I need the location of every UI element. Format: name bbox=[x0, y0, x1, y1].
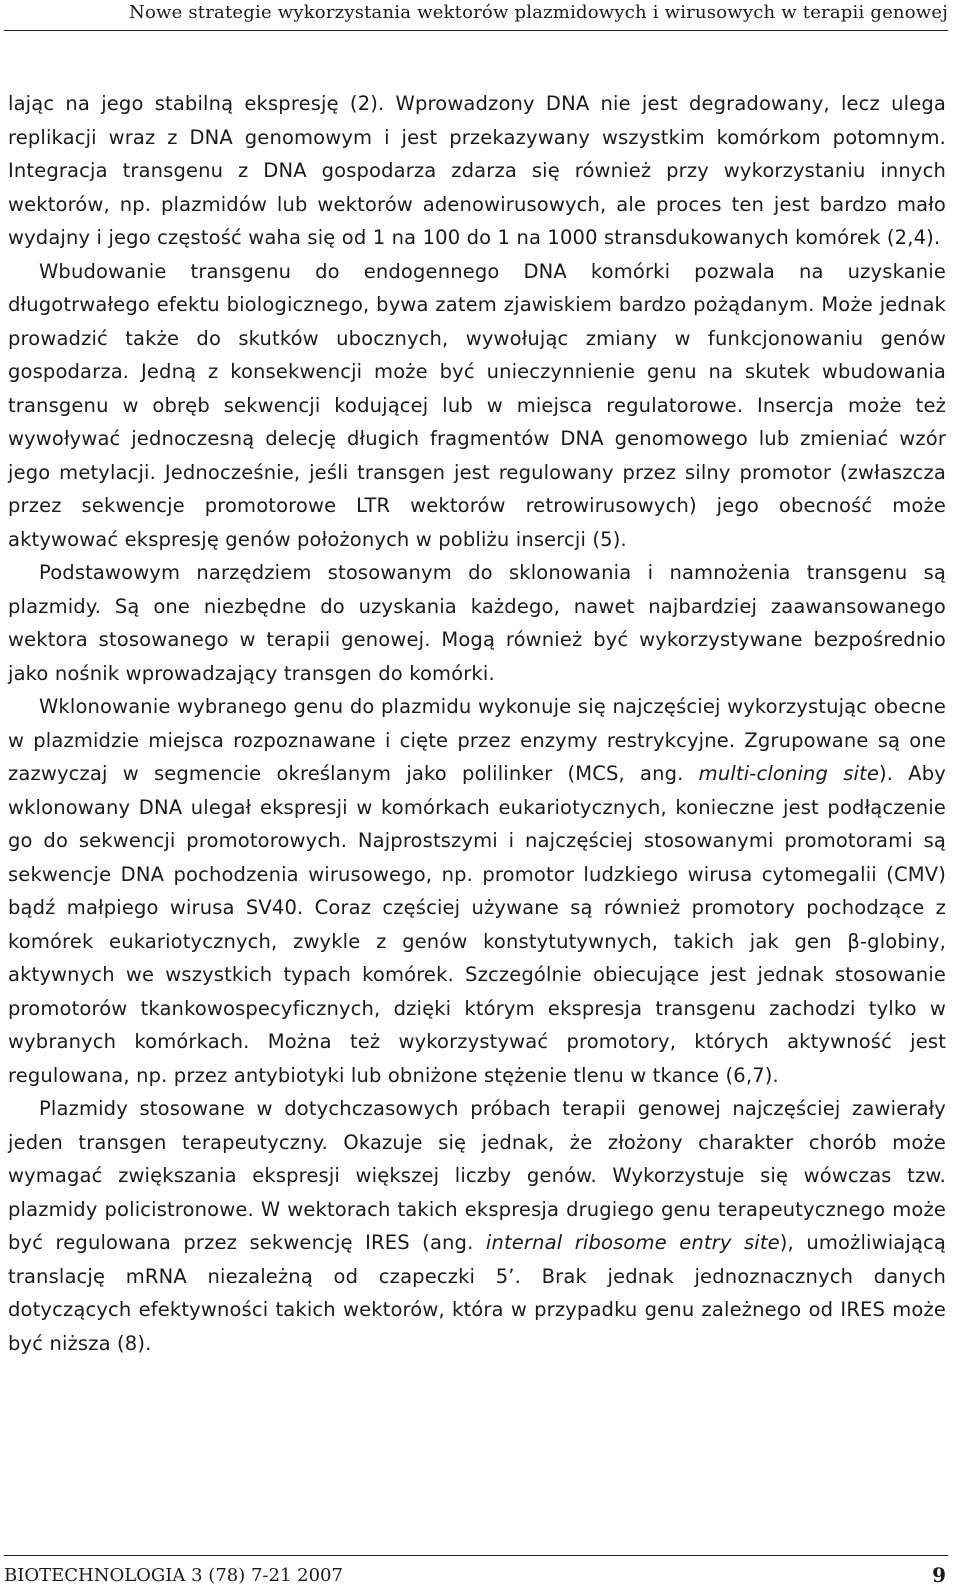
paragraph-4-text-b: ). Aby wklonowany DNA ulegał ekspresji w komórkach eukariotycznych, konieczne jest podłączenie go do sekwencji promotorowych. Najprostszymi i najczęściej stosowanymi promotorami są sekwencje DNA pochodzenia wirusowego, np. promotor ludzkiego wirusa cytomegalii (CMV) bądź małpiego wirusa SV40. Coraz częściej używane są również promotory pochodzące z komórek eukariotycznych, zwykle z genów konstytutywnych, takich jak gen β-globiny, aktywnych we wszystkich typach komórek. Szczególnie obiecujące jest jednak stosowanie promotorów tkankowospecyficznych, dzięki którym ekspresja transgenu zachodzi tylko w wybranych komórkach. Można też wykorzystywać promotory, których aktywność jest regulowana, np. przez antybiotyki lub obniżone stężenie tlenu w tkance (6,7). bbox=[8, 762, 946, 1087]
paragraph-4-text-a: Wklonowanie wybranego genu do plazmidu wykonuje się najczęściej wykorzystując obecne w plazmidzie miejsca rozpoznawane i cięte przez enzymy restrykcyjne. Zgrupowane są one zazwyczaj w segmencie określanym jako polilinker (MCS, ang. bbox=[8, 695, 946, 785]
journal-citation: BIOTECHNOLOGIA 3 (78) 7-21 2007 bbox=[4, 1565, 343, 1586]
paragraph-1: lając na jego stabilną ekspresję (2). Wprowadzony DNA nie jest degradowany, lecz ulega replikacji wraz z DNA genomowym i jest przekazywany wszystkim komórkom potomnym. Integracja transgenu z DNA gospodarza zdarza się również przy wykorzystaniu innych wektorów, np. plazmidów lub wektorów adenowirusowych, ale proces ten jest bardzo mało wydajny i jego częstość waha się od 1 na 100 do 1 na 1000 stransdukowanych komórek (2,4). bbox=[8, 92, 946, 249]
paragraph-5-text-b: ), umożliwiającą translację mRNA niezależną od czapeczki 5’. Brak jednak jednoznacznych danych dotyczących efektywności takich wektorów, która w przypadku genu zależnego od IRES może być niższa (8). bbox=[8, 1231, 947, 1355]
ires-term: internal ribosome entry site bbox=[485, 1231, 780, 1254]
paragraph-4 bbox=[8, 690, 946, 1092]
page-number: 9 bbox=[932, 1563, 946, 1587]
paragraph-3: Podstawowym narzędziem stosowanym do sklonowania i namnożenia transgenu są plazmidy. Są one niezbędne do uzyskania każdego, nawet najbardziej zaawansowanego wektora stosowanego w terapii genowej. Mogą również być wykorzystywane bezpośrednio jako nośnik wprowadzający transgen do komórki. bbox=[8, 561, 946, 685]
header-rule bbox=[4, 30, 948, 31]
running-title: Nowe strategie wykorzystania wektorów plazmidowych i wirusowych w terapii genowej bbox=[129, 2, 948, 23]
paragraph-2: Wbudowanie transgenu do endogennego DNA komórki pozwala na uzyskanie długotrwałego efektu biologicznego, bywa zatem zjawiskiem bardzo pożądanym. Może jednak prowadzić także do skutków ubocznych, wywołując zmiany w funkcjonowaniu genów gospodarza. Jedną z konsekwencji może być unieczynnienie genu na skutek wbudowania transgenu w obręb sekwencji kodującej lub w miejsca regulatorowe. Insercja może też wywoływać jednoczesną delecję długich fragmentów DNA genomowego lub zmieniać wzór jego metylacji. Jednocześnie, jeśli transgen jest regulowany przez silny promotor (zwłaszcza przez sekwencje promotorowe LTR wektorów retrowirusowych) jego obecność może aktywować ekspresję genów położonych w pobliżu insercji (5). bbox=[8, 259, 946, 551]
mcs-term: multi-cloning site bbox=[698, 762, 880, 785]
paragraph-5 bbox=[8, 1092, 946, 1360]
article-body bbox=[8, 87, 946, 1360]
footer-rule bbox=[4, 1555, 948, 1556]
paragraph-5-text-a: Plazmidy stosowane w dotychczasowych próbach terapii genowej najczęściej zawierały jeden transgen terapeutyczny. Okazuje się jednak, że złożony charakter chorób może wymagać zwiększania ekspresji większej liczby genów. Wykorzystuje się wówczas tzw. plazmidy policistronowe. W wektorach takich ekspresja drugiego genu terapeutycznego może być regulowana przez sekwencję IRES (ang. bbox=[8, 1097, 946, 1254]
